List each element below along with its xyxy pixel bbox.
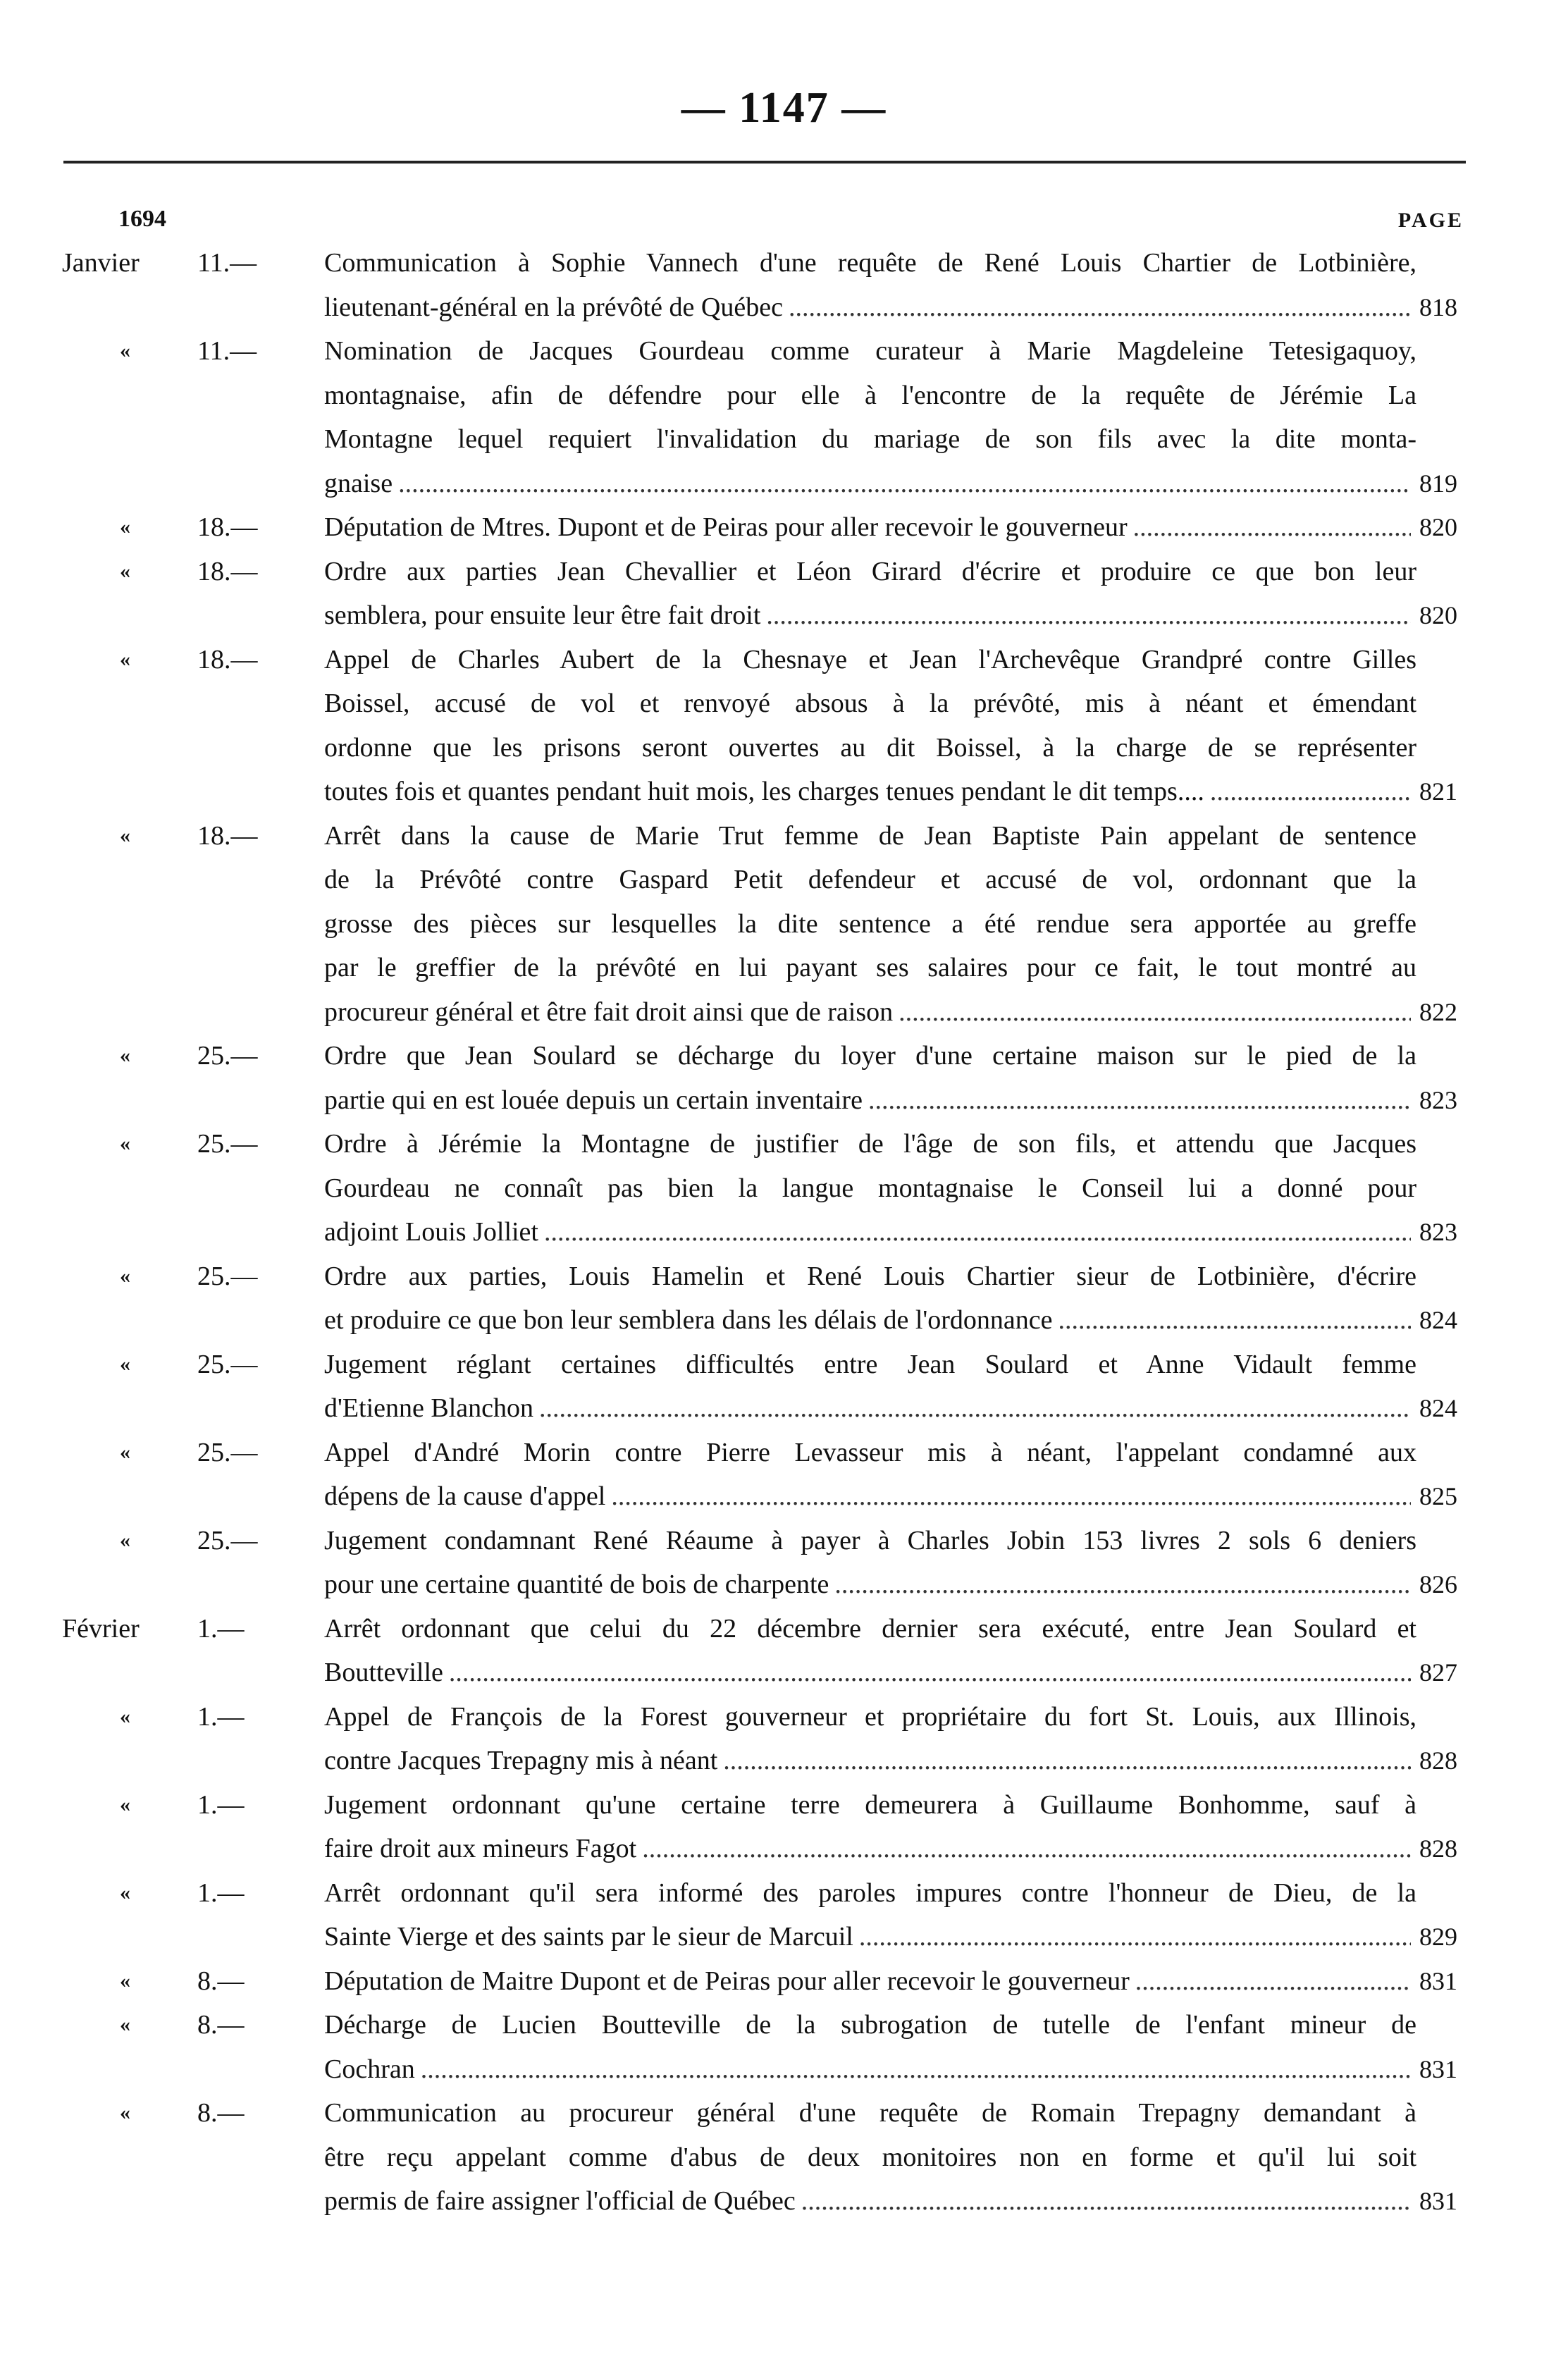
entry-page-number: 820 [1419,513,1457,541]
entry-text-line: 8.— Communication au procureur général d'une requête de Romain Trepagny demandant à [324,2091,1416,2135]
entry-last-line [324,593,1457,638]
dot-leader [834,1562,1411,1607]
entry-text-line: 25.— Ordre aux parties, Louis Hamelin et René Louis Chartier sieur de Lotbinière, d'écrire [324,1255,1416,1299]
entry-page-number: 824 [1419,1394,1457,1422]
entry-month: « [120,1044,130,1067]
dot-leader [789,285,1411,330]
entry-text-line: permis de faire assigner l'official de Québec [324,2186,796,2216]
entry-text-line: 25.— Appel d'André Morin contre Pierre Levasseur mis à néant, l'appelant condamné aux [324,1431,1416,1475]
dot-leader [611,1474,1411,1519]
entry-day: 8.— [197,2098,245,2128]
entry-body [197,814,1457,1035]
entry-text-line: gnaise [324,468,393,498]
entry-text-line: Députation de Mtres. Dupont et de Peiras pour aller recevoir le gouverneur [324,512,1128,542]
entry-day: 1.— [197,1701,245,1732]
entry-text-line: 18.— Arrêt dans la cause de Marie Trut femme de Jean Baptiste Pain appelant de sentence [324,814,1416,858]
list-item [0,1343,1568,1431]
entry-last-line [324,1078,1457,1123]
entry-text-line: par le greffier de la prévôté en lui payant ses salaires pour ce fait, le tout montré au [324,953,1416,982]
entry-day: 1.— [197,1789,245,1820]
entry-month: « [120,1704,130,1728]
entry-last-line [324,990,1457,1035]
entry-text-line: ordonne que les prisons seront ouvertes au dit Boissel, à la charge de se représenter [324,732,1416,763]
entry-last-line [324,1386,1457,1431]
entry-last-line [324,1298,1457,1343]
entry-page-number: 825 [1419,1482,1457,1510]
list-item [0,1034,1568,1122]
header-rule [63,161,1466,164]
entry-page-number: 821 [1419,777,1457,806]
entry-day: 1.— [197,1613,245,1644]
dot-leader [398,462,1411,506]
entry-month: Janvier [62,248,140,278]
dot-leader [642,1827,1411,1871]
entry-month: « [120,1528,130,1552]
list-item [0,1695,1568,1783]
entry-last-line [324,2047,1457,2092]
entry-text-line: grosse des pièces sur lesquelles la dite sentence a été rendue sera apportée au greffe [324,908,1416,939]
entry-body [197,1695,1457,1783]
entry-month: « [120,1264,130,1288]
list-item [0,329,1568,505]
entry-text-line: partie qui en est louée depuis un certain inventaire [324,1085,863,1115]
entry-day: 18.— [197,644,258,674]
entry-day: 18.— [197,556,258,586]
entry-page-number: 829 [1419,1923,1457,1951]
dot-leader [899,990,1411,1035]
entry-month: « [120,2101,130,2124]
entry-day: 25.— [197,1437,258,1467]
list-item [0,1871,1568,1959]
entry-last-line [324,2179,1457,2224]
entry-body [197,1607,1457,1695]
entry-page-number: 823 [1419,1085,1457,1114]
entry-text-line: pour une certaine quantité de bois de charpente [324,1570,829,1599]
entry-day: 8.— [197,1966,245,1996]
entry-text-line: d'Etienne Blanchon [324,1393,534,1423]
dot-leader [1058,1298,1411,1343]
entry-last-line [324,1915,1457,1959]
dot-leader [1135,1959,1411,2004]
entry-month: « [120,339,130,362]
page-column-heading: PAGE [1397,209,1464,232]
entry-body [197,1343,1457,1431]
entry-text-line: 11.— Nomination de Jacques Gourdeau comme curateur à Marie Magdeleine Tetesigaquoy, [324,329,1416,374]
entry-day: 18.— [197,820,258,851]
list-item [0,1122,1568,1255]
entry-page-number: 820 [1419,601,1457,629]
dot-leader [723,1739,1411,1783]
entry-body [197,1871,1457,1959]
entry-body [197,1255,1457,1343]
entry-text-line: Sainte Vierge et des saints par le sieur de Marcuil [324,1922,853,1952]
entry-last-line [324,1739,1457,1783]
entry-last-line [324,1210,1457,1255]
entry-last-line [324,1651,1457,1695]
entry-text-line: 25.— Ordre que Jean Soulard se décharge du loyer d'une certaine maison sur le pied de la [324,1034,1416,1078]
entry-text-line: semblera, pour ensuite leur être fait droit [324,600,761,630]
entry-text-line: 11.— Communication à Sophie Vannech d'une requête de René Louis Chartier de Lotbinière, [324,241,1416,285]
list-item [0,2091,1568,2224]
entry-text-line: 1.— Jugement ordonnant qu'une certaine terre demeurera à Guillaume Bonhomme, sauf à [324,1783,1416,1827]
entry-month: « [120,1880,130,1904]
entry-text-line: faire droit aux mineurs Fagot [324,1834,637,1863]
entry-text-line: Montagne lequel requiert l'invalidation du mariage de son fils avec la dite monta- [324,424,1416,454]
entry-body [197,1783,1457,1871]
entry-page-number: 831 [1419,1966,1457,1995]
entry-body [197,1122,1457,1255]
entry-day: 25.— [197,1041,258,1071]
list-item [0,638,1568,814]
entry-day: 8.— [197,2010,245,2040]
entry-text-line: Gourdeau ne connaît pas bien la langue montagnaise le Conseil lui a donné pour [324,1173,1416,1203]
entry-month: Février [62,1613,140,1644]
entry-body [197,1959,1457,2004]
entry-text-line: lieutenant-général en la prévôté de Québec [324,292,783,322]
year-heading: 1694 [118,206,166,232]
entry-month: « [120,1352,130,1376]
entry-last-line [197,505,1457,550]
entry-text-line: Boutteville [324,1658,443,1687]
entry-day: 11.— [197,248,257,278]
list-item [0,550,1568,638]
entry-month: « [120,2013,130,2036]
entry-body [197,550,1457,638]
dot-leader [766,593,1411,638]
entry-text-line: 18.— Ordre aux parties Jean Chevallier et Léon Girard d'écrire et produire ce que bon leur [324,550,1416,594]
entry-page-number: 831 [1419,2187,1457,2215]
dot-leader [544,1210,1411,1255]
entry-month: « [120,515,130,538]
entry-body [197,1431,1457,1519]
entry-month: « [120,1792,130,1816]
entry-month: « [120,823,130,847]
entry-last-line [324,770,1457,814]
entry-text-line: et produire ce que bon leur semblera dans les délais de l'ordonnance [324,1305,1053,1335]
entry-text-line: Députation de Maitre Dupont et de Peiras pour aller recevoir le gouverneur [324,1966,1130,1996]
entry-text-line: Cochran [324,2054,415,2084]
entry-page-number: 819 [1419,469,1457,498]
entry-month: « [120,1968,130,1992]
entries-list [0,241,1568,2224]
entry-page-number: 822 [1419,997,1457,1026]
entry-day: 11.— [197,336,257,366]
list-item [0,1519,1568,1607]
entry-text-line: 18.— Appel de Charles Aubert de la Chesnaye et Jean l'Archevêque Grandpré contre Gilles [324,638,1416,682]
list-item [0,1959,1568,2004]
entry-page-number: 824 [1419,1306,1457,1334]
dot-leader [859,1915,1411,1959]
entry-text-line: adjoint Louis Jolliet [324,1217,538,1247]
entry-page-number: 828 [1419,1835,1457,1863]
entry-page-number: 818 [1419,292,1457,321]
list-item [0,1255,1568,1343]
entry-page-number: 826 [1419,1570,1457,1598]
entry-last-line [324,462,1457,506]
entry-last-line [324,285,1457,330]
dot-leader [1133,505,1411,550]
entry-body [197,2003,1457,2091]
list-item [0,241,1568,329]
entry-month: « [120,1132,130,1155]
dot-leader [539,1386,1411,1431]
entry-body [197,241,1457,329]
entry-day: 25.— [197,1525,258,1555]
entry-month: « [120,1440,130,1464]
dot-leader [449,1651,1411,1695]
entry-text-line: 25.— Jugement réglant certaines difficultés entre Jean Soulard et Anne Vidault femme [324,1343,1416,1387]
entry-text-line: contre Jacques Trepagny mis à néant [324,1746,718,1775]
entry-month: « [120,559,130,583]
entry-text-line: Boissel, accusé de vol et renvoyé absous à la prévôté, mis à néant et émendant [324,689,1416,718]
entry-body [197,329,1457,505]
entry-last-line [324,1474,1457,1519]
entry-month: « [120,647,130,671]
entry-text-line: montagnaise, afin de défendre pour elle à l'encontre de la requête de Jérémie La [324,380,1416,410]
entry-page-number: 831 [1419,2054,1457,2083]
entry-body [197,1519,1457,1607]
dot-leader [1210,770,1411,814]
entry-body [197,1034,1457,1122]
entry-text-line: 8.— Décharge de Lucien Boutteville de la subrogation de tutelle de l'enfant mineur de [324,2003,1416,2047]
list-item [0,814,1568,1035]
page-number: — 1147 — [681,84,887,132]
entry-day: 25.— [197,1129,258,1159]
entry-page-number: 827 [1419,1658,1457,1687]
entry-last-line [197,1959,1457,2004]
entry-page-number: 823 [1419,1218,1457,1246]
entry-text-line: 1.— Appel de François de la Forest gouverneur et propriétaire du fort St. Louis, aux Illinois, [324,1695,1416,1739]
list-item [0,1431,1568,1519]
entry-text-line: toutes fois et quantes pendant huit mois, les charges tenues pendant le dit temps.... [324,777,1204,806]
entry-last-line [324,1562,1457,1607]
entry-body [197,638,1457,814]
entry-body [197,505,1457,550]
entry-text-line: 1.— Arrêt ordonnant qu'il sera informé des paroles impures contre l'honneur de Dieu, de la [324,1871,1416,1916]
list-item [0,1783,1568,1871]
list-item [0,1607,1568,1695]
entry-day: 25.— [197,1349,258,1379]
entry-body [197,2091,1457,2224]
entry-page-number: 828 [1419,1746,1457,1775]
dot-leader [421,2047,1411,2092]
entry-text-line: 25.— Ordre à Jérémie la Montagne de justifier de l'âge de son fils, et attendu que Jacques [324,1122,1416,1166]
entry-text-line: 25.— Jugement condamnant René Réaume à payer à Charles Jobin 153 livres 2 sols 6 deniers [324,1519,1416,1563]
entry-text-line: dépens de la cause d'appel [324,1481,606,1511]
entry-last-line [324,1827,1457,1871]
list-item [0,2003,1568,2091]
list-item [0,505,1568,550]
entry-text-line: de la Prévôté contre Gaspard Petit defendeur et accusé de vol, ordonnant que la [324,865,1416,894]
entry-text-line: procureur général et être fait droit ainsi que de raison [324,997,894,1027]
dot-leader [868,1078,1411,1123]
entry-day: 1.— [197,1878,245,1908]
entry-text-line: 1.— Arrêt ordonnant que celui du 22 décembre dernier sera exécuté, entre Jean Soulard et [324,1607,1416,1651]
entry-day: 18.— [197,512,258,542]
entry-text-line: être reçu appelant comme d'abus de deux monitoires non en forme et qu'il lui soit [324,2142,1416,2172]
dot-leader [801,2179,1411,2224]
entry-day: 25.— [197,1261,258,1291]
